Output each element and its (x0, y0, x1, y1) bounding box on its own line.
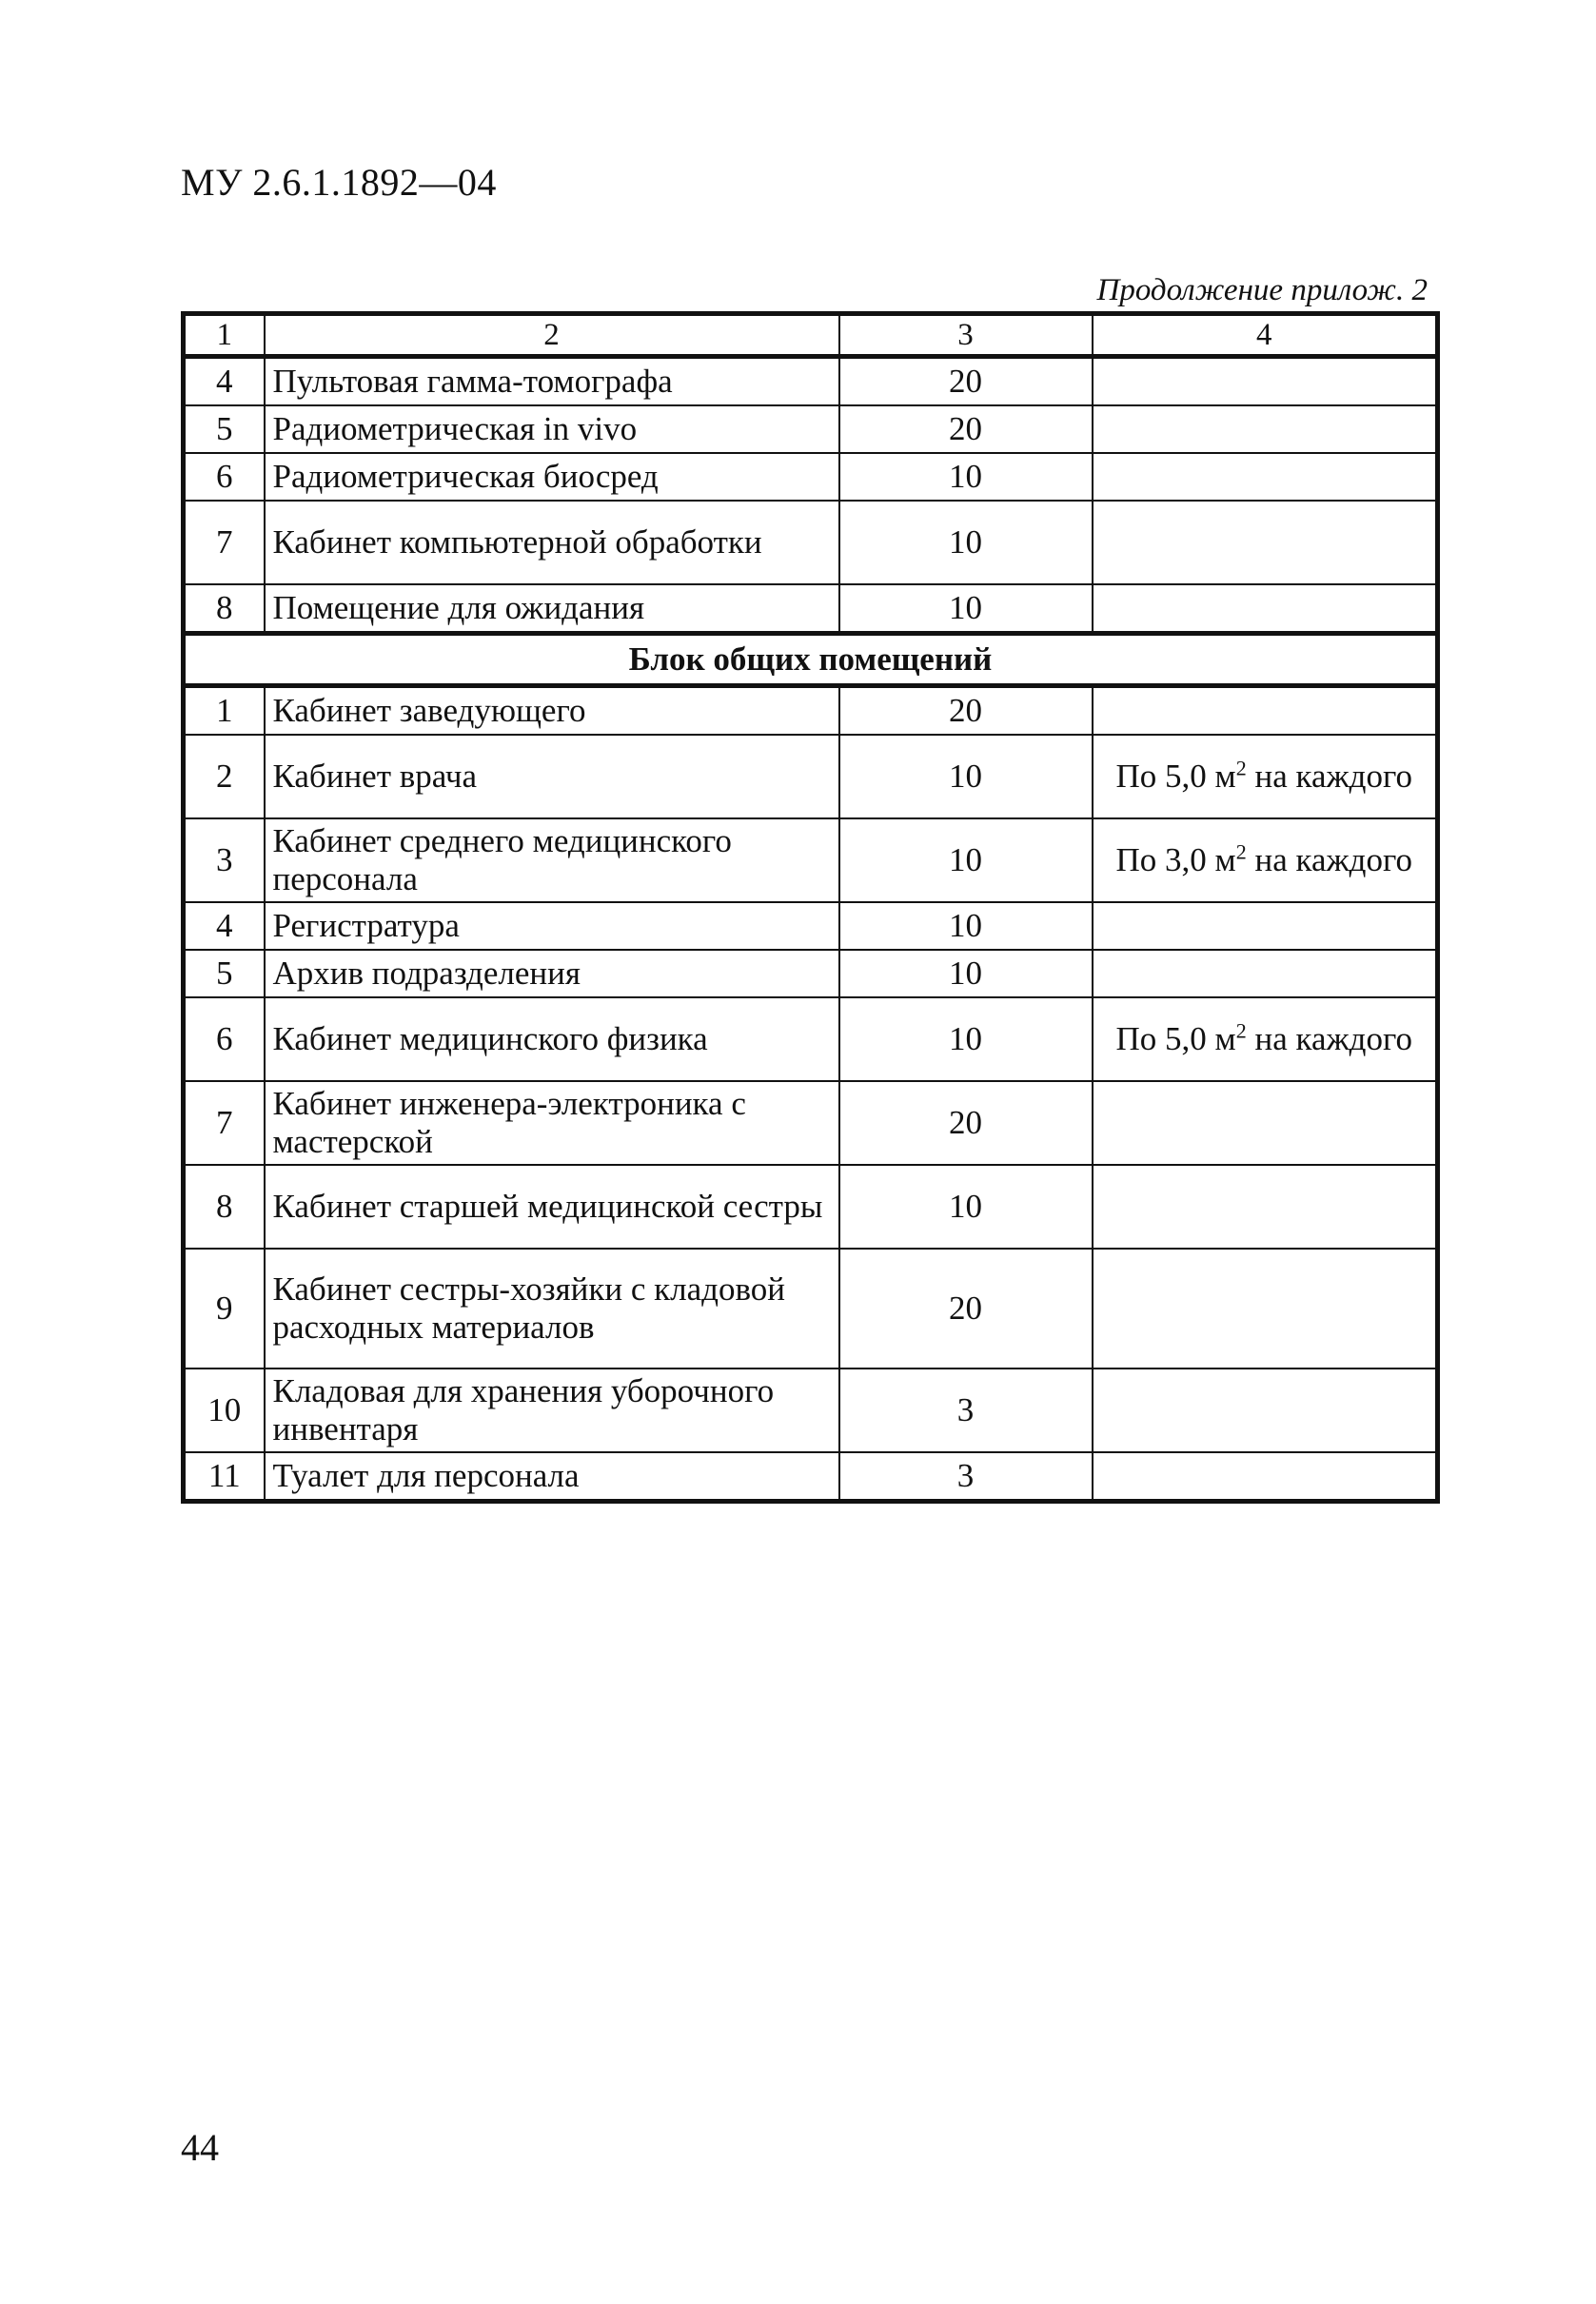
row-number: 10 (184, 1369, 265, 1452)
table-row (184, 1165, 1438, 1249)
room-name: Кабинет сестры-хозяйки с кладовой расходных материалов (265, 1249, 839, 1369)
room-area: 20 (839, 1081, 1093, 1165)
room-note (1093, 1369, 1438, 1452)
room-area: 20 (839, 405, 1093, 453)
table-row (184, 1452, 1438, 1502)
section-header-row (184, 634, 1438, 686)
room-note (1093, 686, 1438, 736)
room-name: Кабинет медицинского физика (265, 997, 839, 1081)
column-header-4: 4 (1093, 314, 1438, 357)
row-number: 1 (184, 686, 265, 736)
room-area: 3 (839, 1452, 1093, 1502)
room-area: 10 (839, 950, 1093, 997)
room-name: Кабинет компьютерной обработки (265, 501, 839, 584)
room-note (1093, 357, 1438, 406)
room-name: Пультовая гамма-томографа (265, 357, 839, 406)
row-number: 4 (184, 902, 265, 950)
room-area: 20 (839, 1249, 1093, 1369)
table-row (184, 453, 1438, 501)
room-name: Архив подразделения (265, 950, 839, 997)
room-area: 20 (839, 686, 1093, 736)
note-superscript: 2 (1235, 839, 1247, 864)
room-note (1093, 1249, 1438, 1369)
room-note (1093, 735, 1438, 818)
row-number: 5 (184, 405, 265, 453)
room-area: 3 (839, 1369, 1093, 1452)
row-number: 9 (184, 1249, 265, 1369)
room-note (1093, 1452, 1438, 1502)
room-note (1093, 584, 1438, 634)
row-number: 6 (184, 453, 265, 501)
room-area: 10 (839, 1165, 1093, 1249)
room-note (1093, 950, 1438, 997)
room-name: Кабинет среднего медицинского персонала (265, 818, 839, 902)
room-name: Радиометрическая биосред (265, 453, 839, 501)
room-note (1093, 453, 1438, 501)
room-name: Кабинет врача (265, 735, 839, 818)
table-row (184, 950, 1438, 997)
page-number: 44 (181, 2126, 219, 2169)
table-row (184, 1249, 1438, 1369)
room-name: Кладовая для хранения уборочного инвентаря (265, 1369, 839, 1452)
table-header-row (184, 314, 1438, 357)
continuation-label: Продолжение прилож. 2 (1096, 273, 1428, 307)
table-row (184, 357, 1438, 406)
note-text-tail: на каждого (1246, 758, 1412, 795)
table-row (184, 1369, 1438, 1452)
note-text: По 3,0 м (1115, 841, 1236, 878)
table-row (184, 405, 1438, 453)
table-row (184, 501, 1438, 584)
room-area: 10 (839, 501, 1093, 584)
column-header-2: 2 (265, 314, 839, 357)
note-superscript: 2 (1235, 756, 1247, 780)
row-number: 3 (184, 818, 265, 902)
note-superscript: 2 (1235, 1018, 1247, 1043)
room-area: 10 (839, 584, 1093, 634)
table-row (184, 997, 1438, 1081)
table-row (184, 686, 1438, 736)
row-number: 5 (184, 950, 265, 997)
row-number: 7 (184, 1081, 265, 1165)
room-name: Кабинет заведующего (265, 686, 839, 736)
room-area: 10 (839, 453, 1093, 501)
note-text: По 5,0 м (1115, 758, 1236, 795)
table-row (184, 735, 1438, 818)
row-number: 8 (184, 1165, 265, 1249)
room-name: Туалет для персонала (265, 1452, 839, 1502)
column-header-3: 3 (839, 314, 1093, 357)
row-number: 11 (184, 1452, 265, 1502)
row-number: 8 (184, 584, 265, 634)
room-name: Кабинет старшей медицинской сестры (265, 1165, 839, 1249)
premises-table (181, 311, 1440, 1504)
row-number: 6 (184, 997, 265, 1081)
row-number: 2 (184, 735, 265, 818)
room-note (1093, 501, 1438, 584)
note-text-tail: на каждого (1246, 1020, 1412, 1057)
row-number: 7 (184, 501, 265, 584)
table-row (184, 818, 1438, 902)
room-note (1093, 405, 1438, 453)
row-number: 4 (184, 357, 265, 406)
note-text-tail: на каждого (1246, 841, 1412, 878)
section-title: Блок общих помещений (184, 634, 1438, 686)
room-area: 10 (839, 735, 1093, 818)
room-name: Радиометрическая in vivo (265, 405, 839, 453)
room-name: Регистратура (265, 902, 839, 950)
note-text: По 5,0 м (1115, 1020, 1236, 1057)
room-area: 10 (839, 902, 1093, 950)
document-code: МУ 2.6.1.1892—04 (181, 161, 497, 204)
room-area: 10 (839, 818, 1093, 902)
room-name: Помещение для ожидания (265, 584, 839, 634)
table-row (184, 902, 1438, 950)
room-area: 10 (839, 997, 1093, 1081)
room-note (1093, 1165, 1438, 1249)
room-note (1093, 997, 1438, 1081)
room-area: 20 (839, 357, 1093, 406)
table-row (184, 584, 1438, 634)
room-note (1093, 818, 1438, 902)
room-note (1093, 1081, 1438, 1165)
column-header-1: 1 (184, 314, 265, 357)
room-name: Кабинет инженера-электроника с мастерской (265, 1081, 839, 1165)
table-row (184, 1081, 1438, 1165)
room-note (1093, 902, 1438, 950)
